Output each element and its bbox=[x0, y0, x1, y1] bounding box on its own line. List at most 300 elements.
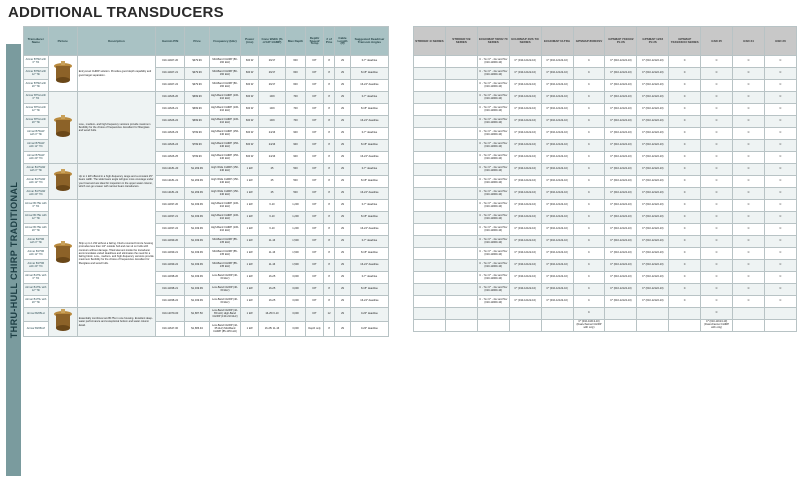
spec-cell: Low-Band CHIRP (40-60 kHz) bbox=[209, 272, 240, 284]
compat-header-2: ECHOMAP 50/60/ 70 SERIES bbox=[477, 27, 509, 56]
spec-cell: 600 W bbox=[241, 128, 259, 140]
compat-cell bbox=[764, 308, 796, 320]
compat-cell: C bbox=[764, 152, 796, 164]
compat-cell: C bbox=[669, 176, 701, 188]
compat-cell bbox=[414, 80, 446, 92]
compat-cell: C - 7xv C* - 4xv and 5xv (010-11900-10) bbox=[477, 56, 509, 68]
compat-cell: C bbox=[701, 200, 733, 212]
spec-cell: D/T bbox=[306, 128, 324, 140]
spec-cell: 29 bbox=[335, 152, 351, 164]
transducer-name: Airmar B75HW with 0° Tilt bbox=[24, 128, 49, 140]
compat-cell bbox=[414, 212, 446, 224]
spec-cell: 16-24° deadrise bbox=[350, 260, 388, 272]
spec-cell: 0-7° deadrise bbox=[350, 56, 388, 68]
compat-row bbox=[414, 104, 797, 116]
spec-cell: 010-11937-21 bbox=[156, 212, 185, 224]
spec-cell: 600 W bbox=[241, 104, 259, 116]
compat-row bbox=[414, 176, 797, 188]
spec-cell: 1 kW bbox=[241, 272, 259, 284]
spec-cell: 1 kW bbox=[241, 296, 259, 308]
spec-cell: 1 kW bbox=[241, 188, 259, 200]
compat-cell: C bbox=[733, 104, 765, 116]
compat-cell bbox=[445, 320, 477, 332]
compat-cell: C* (010-12122-10) bbox=[509, 164, 541, 176]
spec-cell: 1 kW bbox=[241, 248, 259, 260]
spec-header-4: Price bbox=[185, 27, 210, 56]
spec-cell: D/T bbox=[306, 140, 324, 152]
compat-cell: C bbox=[669, 152, 701, 164]
compat-cell: C - 7xv C* - 4xv and 5xv (010-11900-10) bbox=[477, 248, 509, 260]
spec-cell: 0-20° deadrise bbox=[350, 322, 388, 336]
spec-cell: Mid-Band CHIRP (85-135 kHz) bbox=[209, 248, 240, 260]
compat-cell bbox=[445, 68, 477, 80]
compat-cell: C - 7xv C* - 4xv and 5xv (010-11900-10) bbox=[477, 296, 509, 308]
compat-cell: C - 7xv C* - 4xv and 5xv (010-11900-10) bbox=[477, 80, 509, 92]
spec-header-10: # of Pins bbox=[323, 27, 334, 56]
compat-cell: C bbox=[701, 140, 733, 152]
compat-cell: C* (010-12122-10) bbox=[541, 212, 573, 224]
transducer-image-icon bbox=[52, 114, 74, 140]
transducer-description: Up to 1 kW offered in a high-frequency range and a constant 25° beam width. The wide beam angle will give more coverage under your boat and are ideal for inspection in the upper water column, which can go unseen with narrow beam transducers. bbox=[77, 164, 155, 200]
spec-cell: $379.99 bbox=[185, 56, 210, 68]
spec-cell: 10/9 bbox=[259, 104, 286, 116]
compat-cell: C* (010-12122-10) bbox=[637, 164, 669, 176]
compat-cell: C* (010-12122-10) bbox=[605, 176, 637, 188]
compat-cell bbox=[445, 224, 477, 236]
compat-cell: C bbox=[701, 260, 733, 272]
compat-cell: C* (010-12122-10) bbox=[541, 284, 573, 296]
compat-row bbox=[414, 284, 797, 296]
spec-cell: $1,049.99 bbox=[185, 296, 210, 308]
compat-cell: C* (010-12122-10) bbox=[509, 224, 541, 236]
compat-cell: C - 7xv C* - 4xv and 5xv (010-11900-10) bbox=[477, 272, 509, 284]
spec-cell: 8 bbox=[323, 296, 334, 308]
compat-cell bbox=[445, 200, 477, 212]
compat-cell: C bbox=[764, 236, 796, 248]
compat-cell: C* (010-12122-10) bbox=[509, 68, 541, 80]
spec-cell: 8 bbox=[323, 56, 334, 68]
spec-cell: High-Band CHIRP (150-240 kHz) bbox=[209, 140, 240, 152]
compat-cell: C bbox=[573, 116, 605, 128]
page-title: ADDITIONAL TRANSDUCERS bbox=[8, 4, 224, 21]
compat-cell: C bbox=[733, 260, 765, 272]
compat-cell: C* (010-11613-10) (Dual-channel CHIRP with only) bbox=[573, 320, 605, 332]
compat-cell: C bbox=[669, 272, 701, 284]
compat-cell bbox=[414, 308, 446, 320]
compat-cell: C bbox=[764, 284, 796, 296]
spec-cell: 29 bbox=[335, 92, 351, 104]
compat-cell: C bbox=[669, 80, 701, 92]
spec-cell: 8 bbox=[323, 68, 334, 80]
compat-cell: C bbox=[733, 116, 765, 128]
spec-cell: 8 bbox=[323, 236, 334, 248]
compat-cell: C* (010-12122-10) bbox=[509, 272, 541, 284]
compat-cell: C bbox=[573, 188, 605, 200]
spec-cell: High-Band CHIRP (130-210 kHz) bbox=[209, 224, 240, 236]
spec-cell: 25 bbox=[259, 176, 286, 188]
compat-cell: C bbox=[733, 152, 765, 164]
compat-header-8: GPSMAP 7X3/9X3/X3 SERIES bbox=[669, 27, 701, 56]
spec-cell: 1,500 bbox=[285, 248, 305, 260]
spec-cell: 29 bbox=[335, 284, 351, 296]
spec-cell: D/T bbox=[306, 260, 324, 272]
compat-cell: C* (010-12122-10) bbox=[541, 104, 573, 116]
spec-cell: 16-24° deadrise bbox=[350, 296, 388, 308]
compat-cell: C bbox=[701, 284, 733, 296]
spec-cell: 010-11937-20 bbox=[156, 200, 185, 212]
compat-cell: C bbox=[701, 272, 733, 284]
compat-cell bbox=[445, 164, 477, 176]
spec-cell: 8 bbox=[323, 200, 334, 212]
compat-cell: C* (010-12122-10) bbox=[637, 224, 669, 236]
compat-cell: C bbox=[573, 104, 605, 116]
spec-cell: 29 bbox=[335, 322, 351, 336]
spec-cell: 010-11927-22 bbox=[156, 80, 185, 92]
compat-row bbox=[414, 248, 797, 260]
compat-cell: C bbox=[733, 284, 765, 296]
category-label: THRU-HULL CHIRP TRADITIONAL bbox=[9, 181, 19, 339]
spec-cell: 8 bbox=[323, 116, 334, 128]
compat-cell: C bbox=[701, 164, 733, 176]
compat-cell: C* (010-12122-10) bbox=[509, 284, 541, 296]
spec-cell: 1 kW bbox=[241, 164, 259, 176]
compat-cell: C* (010-12122-10) bbox=[509, 80, 541, 92]
compat-cell: C bbox=[701, 80, 733, 92]
transducer-name: Airmar B175L with 0° Tilt bbox=[24, 272, 49, 284]
spec-cell: 29 bbox=[335, 248, 351, 260]
compat-cell: C* (010-12122-10) bbox=[637, 116, 669, 128]
compat-cell: C bbox=[701, 188, 733, 200]
spec-cell: 0-7° deadrise bbox=[350, 164, 388, 176]
compat-cell: C bbox=[701, 296, 733, 308]
spec-cell: 8 bbox=[323, 322, 334, 336]
compat-cell bbox=[414, 296, 446, 308]
compat-cell: C bbox=[764, 176, 796, 188]
spec-row bbox=[24, 308, 389, 322]
spec-cell: D/T bbox=[306, 224, 324, 236]
compat-cell bbox=[445, 116, 477, 128]
transducer-name: Airmar B75HW with 20° Tilt bbox=[24, 152, 49, 164]
spec-cell: Depth only bbox=[306, 322, 324, 336]
compat-cell: C - 7xv C* - 4xv and 5xv (010-11900-10) bbox=[477, 68, 509, 80]
compat-cell: C* (010-12122-10) bbox=[605, 80, 637, 92]
compat-cell bbox=[541, 320, 573, 332]
spec-cell: 29 bbox=[335, 212, 351, 224]
compat-cell: C bbox=[669, 128, 701, 140]
spec-cell: 010-11647-00 bbox=[156, 322, 185, 336]
compat-cell bbox=[445, 212, 477, 224]
compat-cell: C - 7xv C* - 4xv and 5xv (010-11900-10) bbox=[477, 152, 509, 164]
spec-cell: D/T bbox=[306, 188, 324, 200]
compat-cell: C* (010-12122-10) bbox=[541, 272, 573, 284]
spec-cell: 11-16 bbox=[259, 248, 286, 260]
compat-cell: C bbox=[701, 152, 733, 164]
compat-header-9: GSD 25 bbox=[701, 27, 733, 56]
compat-header-11: GSD 26 bbox=[764, 27, 796, 56]
spec-cell: 010-11939-22 bbox=[156, 260, 185, 272]
compat-cell: C bbox=[764, 104, 796, 116]
compat-cell: C* (010-12122-10) bbox=[637, 152, 669, 164]
compat-cell: C bbox=[733, 164, 765, 176]
spec-cell: D/T bbox=[306, 164, 324, 176]
compat-cell bbox=[445, 260, 477, 272]
compat-cell: C* (010-12122-10) bbox=[637, 260, 669, 272]
compat-cell: C* (010-12122-10) bbox=[637, 212, 669, 224]
compat-cell bbox=[414, 224, 446, 236]
compat-cell: C* (010-12122-10) bbox=[541, 80, 573, 92]
compat-header-1: STRIKER 5/9 SERIES bbox=[445, 27, 477, 56]
compat-cell: C bbox=[669, 92, 701, 104]
compat-cell: C* (010-12122-10) bbox=[637, 284, 669, 296]
transducer-name: Airmar B175H with 20° Tilt bbox=[24, 224, 49, 236]
compat-cell: C - 7xv C* - 4xv and 5xv (010-11900-10) bbox=[477, 140, 509, 152]
compat-cell: C bbox=[573, 296, 605, 308]
spec-cell: 3,000 bbox=[285, 308, 305, 322]
spec-cell: 010-12181-20 bbox=[156, 164, 185, 176]
spec-cell: 29 bbox=[335, 68, 351, 80]
spec-cell: 0-7° deadrise bbox=[350, 92, 388, 104]
transducer-image-icon bbox=[52, 240, 74, 266]
spec-cell: $1,049.99 bbox=[185, 248, 210, 260]
spec-cell: $1,299.99 bbox=[185, 164, 210, 176]
transducer-description: Low-, medium- and high-frequency versions provide maximum flexibility for the choice of frequencies. Excellent for fiberglass and wood hulls. bbox=[77, 92, 155, 164]
compat-cell: C* (010-12122-10) bbox=[605, 260, 637, 272]
compat-cell: C bbox=[701, 224, 733, 236]
compat-cell: C - 7xv C* - 4xv and 5xv (010-11900-10) bbox=[477, 116, 509, 128]
compat-cell: C bbox=[733, 236, 765, 248]
spec-cell: $1,049.99 bbox=[185, 224, 210, 236]
transducer-description: Entry-level CHIRP solution. Provides good depth capability and good target separation. bbox=[77, 56, 155, 92]
compat-cell bbox=[445, 188, 477, 200]
spec-cell: 29 bbox=[335, 164, 351, 176]
compat-cell: C bbox=[573, 80, 605, 92]
spec-cell: $1,049.99 bbox=[185, 272, 210, 284]
compat-row bbox=[414, 260, 797, 272]
compat-cell: C* (010-12122-10) bbox=[509, 128, 541, 140]
spec-cell: 3,000 bbox=[285, 284, 305, 296]
spec-cell: 010-12181-22 bbox=[156, 188, 185, 200]
spec-cell: Low-Band CHIRP (40-60 kHz) bbox=[209, 284, 240, 296]
spec-cell: 500 bbox=[285, 176, 305, 188]
transducer-picture bbox=[48, 92, 77, 164]
compat-cell: C* (010-12122-10) bbox=[605, 104, 637, 116]
transducer-picture bbox=[48, 56, 77, 92]
spec-cell: 0-20° deadrise bbox=[350, 308, 388, 322]
compat-cell: C* (010-12122-10) bbox=[637, 200, 669, 212]
compat-cell: C* (010-12122-10) bbox=[541, 116, 573, 128]
compat-header-0: STRIKER 4/ SERIES bbox=[414, 27, 446, 56]
compat-cell bbox=[414, 272, 446, 284]
compat-cell: C* (010-12122-10) bbox=[509, 104, 541, 116]
compat-cell: C bbox=[573, 176, 605, 188]
compat-cell bbox=[445, 248, 477, 260]
spec-cell: 600 W bbox=[241, 68, 259, 80]
compat-row bbox=[414, 116, 797, 128]
spec-cell: 010-11626-22 bbox=[156, 116, 185, 128]
spec-cell: High Wide CHIRP (150-240 kHz) bbox=[209, 176, 240, 188]
spec-cell: 900 bbox=[285, 128, 305, 140]
spec-cell: 8-15° deadrise bbox=[350, 176, 388, 188]
spec-cell: 3,000 bbox=[285, 322, 305, 336]
spec-cell: Low-Band CHIRP (42-65 kHz) High-Band CHIRP (130-210 kHz) bbox=[209, 308, 240, 322]
spec-cell: Mid-Band CHIRP (80-160 kHz) bbox=[209, 56, 240, 68]
compat-cell bbox=[445, 104, 477, 116]
compat-cell bbox=[414, 68, 446, 80]
compat-cell: C bbox=[573, 152, 605, 164]
spec-cell: 25 bbox=[259, 188, 286, 200]
spec-cell: High Wide CHIRP (150-240 kHz) bbox=[209, 188, 240, 200]
compat-cell: C* (010-12122-10) bbox=[541, 92, 573, 104]
compat-cell: C* (010-12122-10) bbox=[605, 164, 637, 176]
compat-cell: C* (010-12122-10) bbox=[605, 116, 637, 128]
compat-cell bbox=[445, 56, 477, 68]
compat-cell: C bbox=[733, 296, 765, 308]
spec-cell: 16-25 bbox=[259, 272, 286, 284]
compat-cell bbox=[509, 320, 541, 332]
spec-cell: 010-11626-21 bbox=[156, 104, 185, 116]
spec-cell: 16-24° deadrise bbox=[350, 152, 388, 164]
spec-cell: 12 bbox=[323, 308, 334, 322]
spec-cell: 29 bbox=[335, 104, 351, 116]
compat-row bbox=[414, 224, 797, 236]
compat-cell bbox=[414, 152, 446, 164]
transducer-name: Airmar B75H with 20° Tilt bbox=[24, 116, 49, 128]
compat-cell: C* (010-12122-10) bbox=[637, 176, 669, 188]
compat-cell bbox=[414, 56, 446, 68]
compat-cell: C bbox=[764, 296, 796, 308]
spec-cell: 8 bbox=[323, 248, 334, 260]
compat-cell bbox=[509, 308, 541, 320]
transducer-name: Airmar B75HW with 12° Tilt bbox=[24, 140, 49, 152]
compat-cell: C* (010-12122-10) bbox=[637, 296, 669, 308]
spec-cell: $1,687.50 bbox=[185, 308, 210, 322]
transducer-picture bbox=[48, 200, 77, 308]
spec-header-7: Cone Width (% of HP 1/AMP) bbox=[259, 27, 286, 56]
compat-cell: C bbox=[573, 308, 605, 320]
compat-row bbox=[414, 320, 797, 332]
spec-cell: 29 bbox=[335, 260, 351, 272]
compat-cell: C* (010-12122-10) bbox=[541, 176, 573, 188]
compat-cell bbox=[414, 92, 446, 104]
compat-row bbox=[414, 56, 797, 68]
spec-cell: 26/17 bbox=[259, 56, 286, 68]
compat-cell: C bbox=[573, 260, 605, 272]
transducer-name: Airmar B175H with 0° Tilt bbox=[24, 200, 49, 212]
spec-cell: 8 bbox=[323, 272, 334, 284]
compat-cell: C* (010-12122-10) bbox=[509, 212, 541, 224]
spec-header-1: Picture bbox=[48, 27, 77, 56]
compat-cell: C bbox=[764, 92, 796, 104]
compat-cell: C bbox=[733, 272, 765, 284]
spec-cell: D/T bbox=[306, 284, 324, 296]
transducer-picture bbox=[48, 164, 77, 200]
spec-cell: 500 bbox=[285, 164, 305, 176]
compat-cell: C - 7xv C* - 4xv and 5xv (010-11900-10) bbox=[477, 188, 509, 200]
compat-cell: C bbox=[573, 68, 605, 80]
compat-cell: C bbox=[733, 80, 765, 92]
spec-cell: 600 W bbox=[241, 80, 259, 92]
compat-cell: C* (010-12122-10) bbox=[509, 176, 541, 188]
compat-cell bbox=[414, 320, 446, 332]
transducer-name: Airmar B75M with 0° Tilt bbox=[24, 56, 49, 68]
spec-cell: D/T bbox=[306, 80, 324, 92]
compat-cell: C* (010-12122-10) bbox=[605, 212, 637, 224]
compat-cell: C - 7xv C* - 4xv and 5xv (010-11900-10) bbox=[477, 104, 509, 116]
spec-cell: D/T bbox=[306, 152, 324, 164]
spec-cell: 29 bbox=[335, 200, 351, 212]
compat-cell: C bbox=[733, 56, 765, 68]
spec-cell: $1,049.99 bbox=[185, 284, 210, 296]
compat-cell: C* (010-12122-10) bbox=[637, 128, 669, 140]
spec-cell: 29 bbox=[335, 80, 351, 92]
spec-cell: $1,049.99 bbox=[185, 236, 210, 248]
spec-cell: 010-11626-24 bbox=[156, 140, 185, 152]
spec-cell: 1 kW bbox=[241, 322, 259, 336]
spec-cell: 600 W bbox=[241, 152, 259, 164]
compat-cell: C bbox=[764, 200, 796, 212]
compat-cell: C* (010-12122-10) bbox=[605, 56, 637, 68]
compat-cell: C* (010-12122-10) bbox=[605, 248, 637, 260]
compat-cell: C bbox=[764, 272, 796, 284]
compat-cell: C bbox=[573, 200, 605, 212]
compat-cell: C bbox=[764, 164, 796, 176]
spec-cell: 010-11927-21 bbox=[156, 68, 185, 80]
compat-cell: C bbox=[733, 188, 765, 200]
compat-cell bbox=[669, 320, 701, 332]
compat-cell: C bbox=[764, 224, 796, 236]
spec-cell: 500 bbox=[285, 188, 305, 200]
spec-cell: 16-25 bbox=[259, 296, 286, 308]
compat-cell bbox=[414, 128, 446, 140]
compat-cell bbox=[445, 236, 477, 248]
compat-cell bbox=[733, 308, 765, 320]
compat-cell: C* (010-12122-10) bbox=[509, 56, 541, 68]
compat-cell: C bbox=[701, 56, 733, 68]
compat-cell: C* (010-12122-10) bbox=[541, 224, 573, 236]
compat-cell: C bbox=[669, 284, 701, 296]
compat-cell: C* (010-12122-10) bbox=[605, 284, 637, 296]
compat-cell: C bbox=[764, 116, 796, 128]
spec-cell: 1 kW bbox=[241, 260, 259, 272]
spec-cell: 010-12079-00 bbox=[156, 308, 185, 322]
spec-cell: D/T bbox=[306, 56, 324, 68]
spec-cell: High-Band CHIRP (130-210 kHz) bbox=[209, 116, 240, 128]
spec-header-8: Max Depth bbox=[285, 27, 305, 56]
spec-cell: 1,200 bbox=[285, 200, 305, 212]
spec-cell: 600 W bbox=[241, 56, 259, 68]
compat-cell: C bbox=[701, 116, 733, 128]
spec-cell: 16-24° deadrise bbox=[350, 116, 388, 128]
compat-cell: C bbox=[701, 212, 733, 224]
transducer-name: Airmar B265LM bbox=[24, 322, 49, 336]
transducer-name: Airmar B175M with 0° Tilt bbox=[24, 236, 49, 248]
compat-cell: C* (010-12122-10) bbox=[637, 92, 669, 104]
compat-cell: C* (010-12122-10) bbox=[541, 68, 573, 80]
spec-cell: 29 bbox=[335, 188, 351, 200]
compat-cell: C* (010-12122-10) bbox=[605, 152, 637, 164]
spec-cell: 8 bbox=[323, 260, 334, 272]
spec-cell: 600 W bbox=[241, 140, 259, 152]
compat-cell: C - 7xv C* - 4xv and 5xv (010-11900-10) bbox=[477, 92, 509, 104]
spec-cell: Low-Band CHIRP (42-65 kHz) Mid-Band CHIRP (85-135 kHz) bbox=[209, 322, 240, 336]
compat-cell bbox=[414, 140, 446, 152]
spec-cell: 8 bbox=[323, 80, 334, 92]
compat-cell: C* (010-12122-10) bbox=[605, 140, 637, 152]
compat-cell: C - 7xv C* - 4xv and 5xv (010-11900-10) bbox=[477, 212, 509, 224]
transducer-description: Essentially combines two B175s in one housing. Excellent deep-water performance and exceptional bottom and water column detail. bbox=[77, 308, 155, 337]
compat-cell: C* (010-12122-10) bbox=[605, 128, 637, 140]
compat-cell: C* (010-12122-10) bbox=[637, 272, 669, 284]
